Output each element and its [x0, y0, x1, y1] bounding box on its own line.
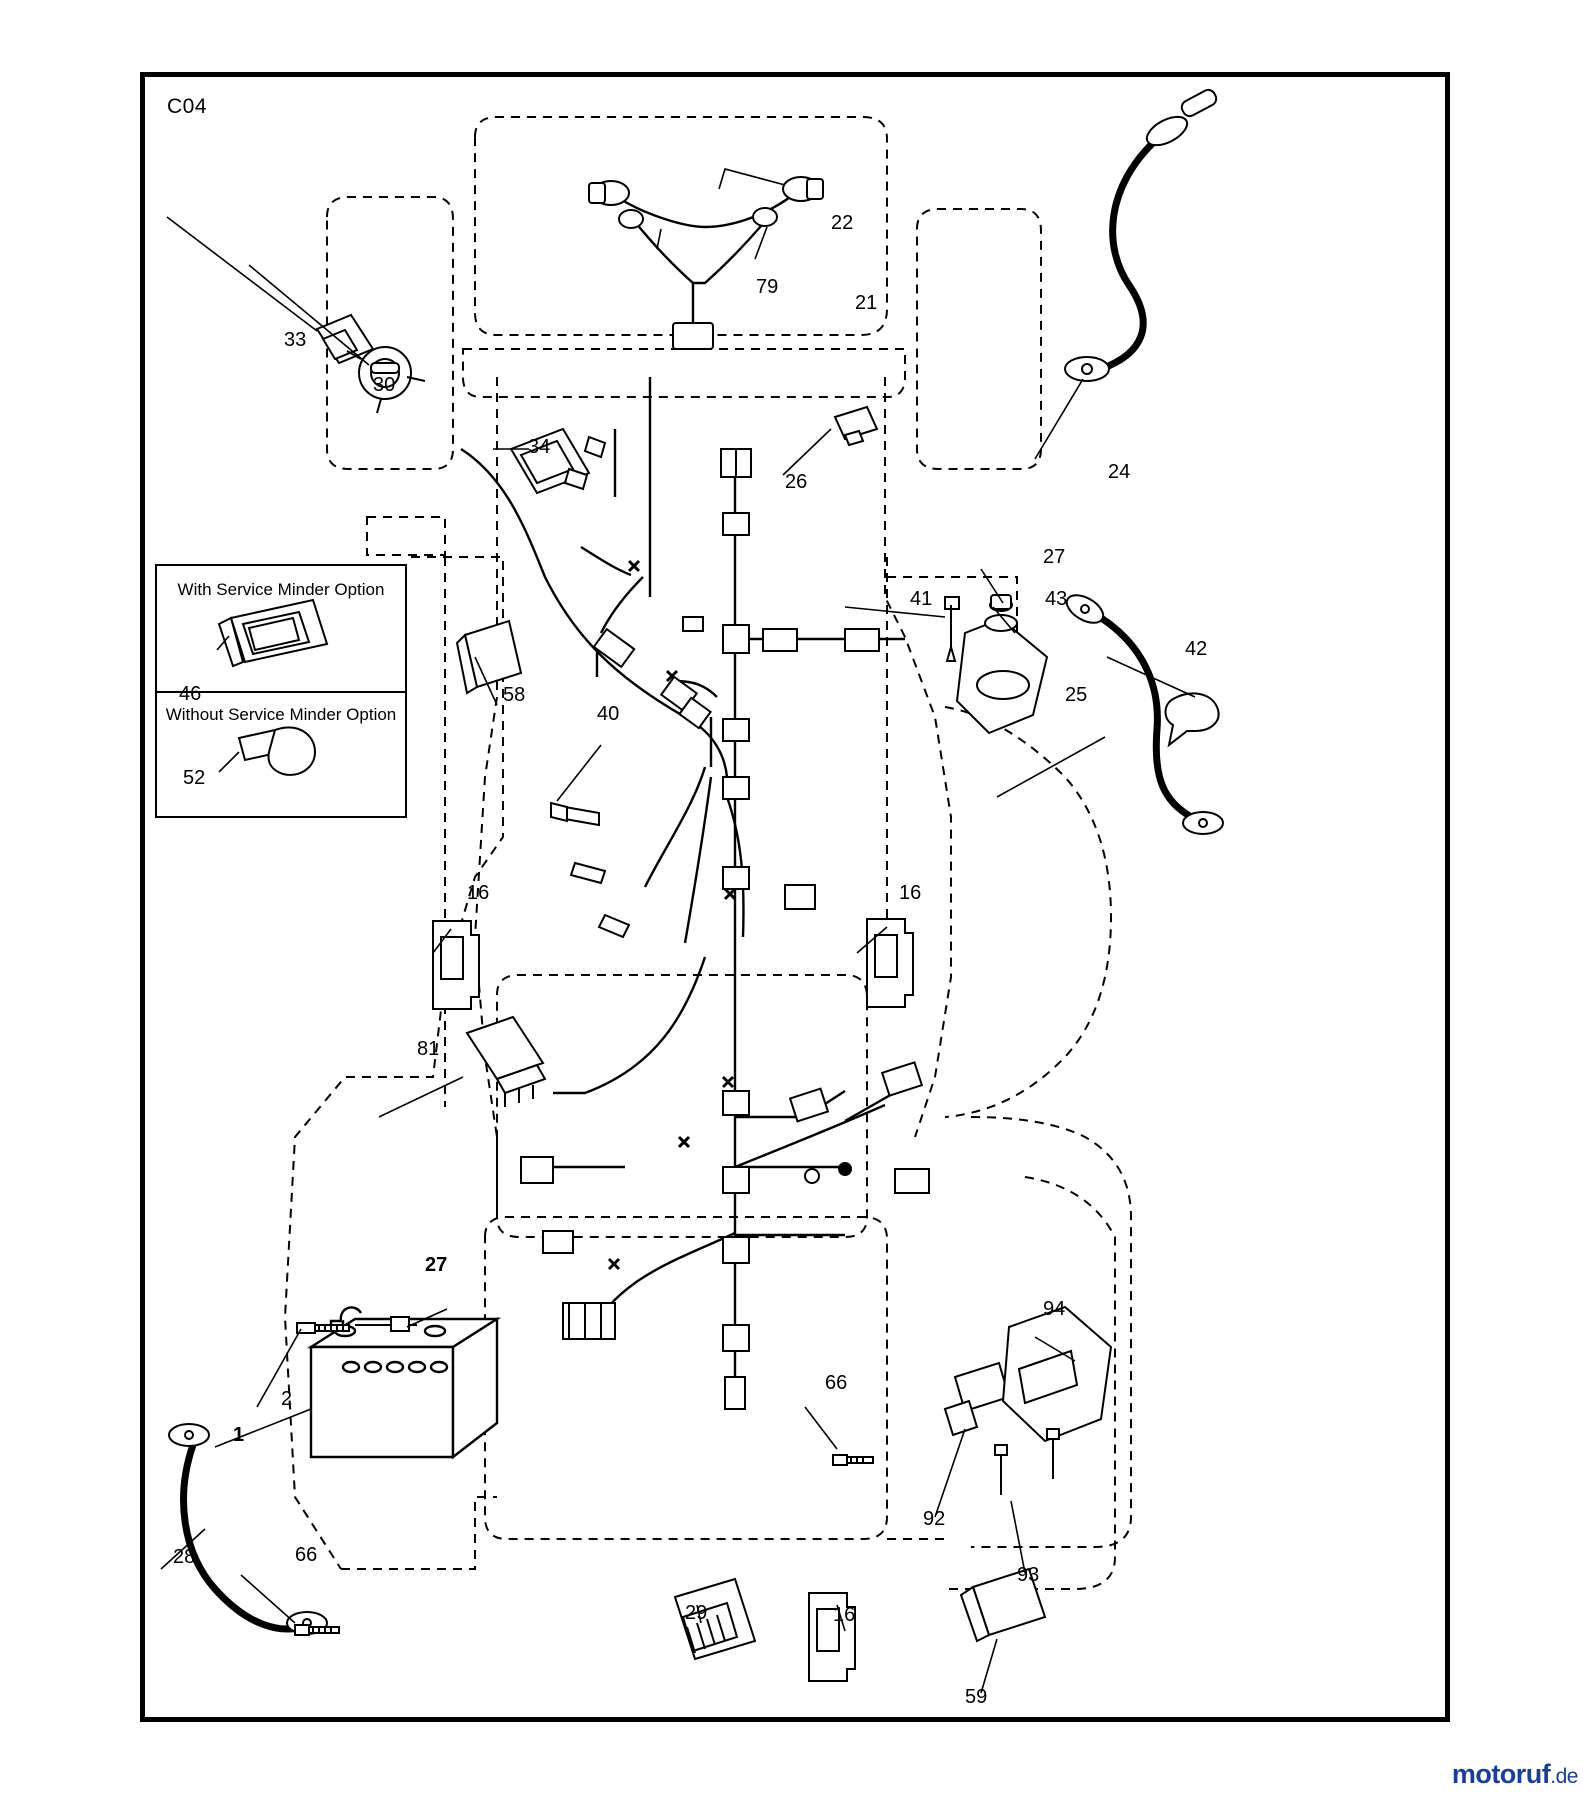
callout-40: 40	[597, 703, 620, 725]
callout-59: 59	[965, 1686, 988, 1708]
callout-26: 26	[785, 471, 808, 493]
callout-46: 46	[179, 683, 202, 705]
callout-1: 1	[233, 1424, 245, 1446]
callout-21: 21	[855, 292, 878, 314]
callout-34: 34	[528, 436, 551, 458]
service-minder-inset	[155, 564, 407, 818]
callout-92: 92	[923, 1508, 946, 1530]
watermark-brand: motoruf	[1451, 1759, 1551, 1789]
callout-29: 29	[685, 1602, 708, 1624]
callout-41: 41	[910, 588, 933, 610]
diagram-plate	[140, 72, 1450, 1722]
service-minder-without-label: Without Service Minder Option	[165, 705, 397, 724]
callout-22: 22	[831, 212, 854, 234]
plate-code: C04	[167, 95, 208, 118]
callout-52: 52	[183, 767, 206, 789]
callout-42: 42	[1185, 638, 1208, 660]
callout-30: 30	[373, 374, 396, 396]
callout-94: 94	[1043, 1298, 1066, 1320]
callout-24: 24	[1108, 461, 1131, 483]
callout-25: 25	[1065, 684, 1088, 706]
callout-16-left: 16	[467, 882, 490, 904]
callout-27-battery: 27	[425, 1254, 448, 1276]
callout-16-bottom: 16	[833, 1604, 856, 1626]
callout-79: 79	[756, 276, 779, 298]
callout-27-solenoid: 27	[1043, 546, 1066, 568]
callout-33: 33	[284, 329, 307, 351]
watermark	[1452, 1759, 1578, 1790]
callout-66-mid: 66	[825, 1372, 848, 1394]
callout-93: 93	[1017, 1564, 1040, 1586]
callout-28: 28	[173, 1546, 196, 1568]
callout-66-left: 66	[295, 1544, 318, 1566]
callout-43: 43	[1045, 588, 1068, 610]
service-minder-with-label: With Service Minder Option	[177, 580, 385, 599]
callout-58: 58	[503, 684, 526, 706]
watermark-tld: .de	[1550, 1765, 1578, 1788]
callout-2: 2	[281, 1388, 293, 1410]
callout-16-right: 16	[899, 882, 922, 904]
callout-81: 81	[417, 1038, 440, 1060]
diagram-artwork	[145, 77, 1435, 1707]
